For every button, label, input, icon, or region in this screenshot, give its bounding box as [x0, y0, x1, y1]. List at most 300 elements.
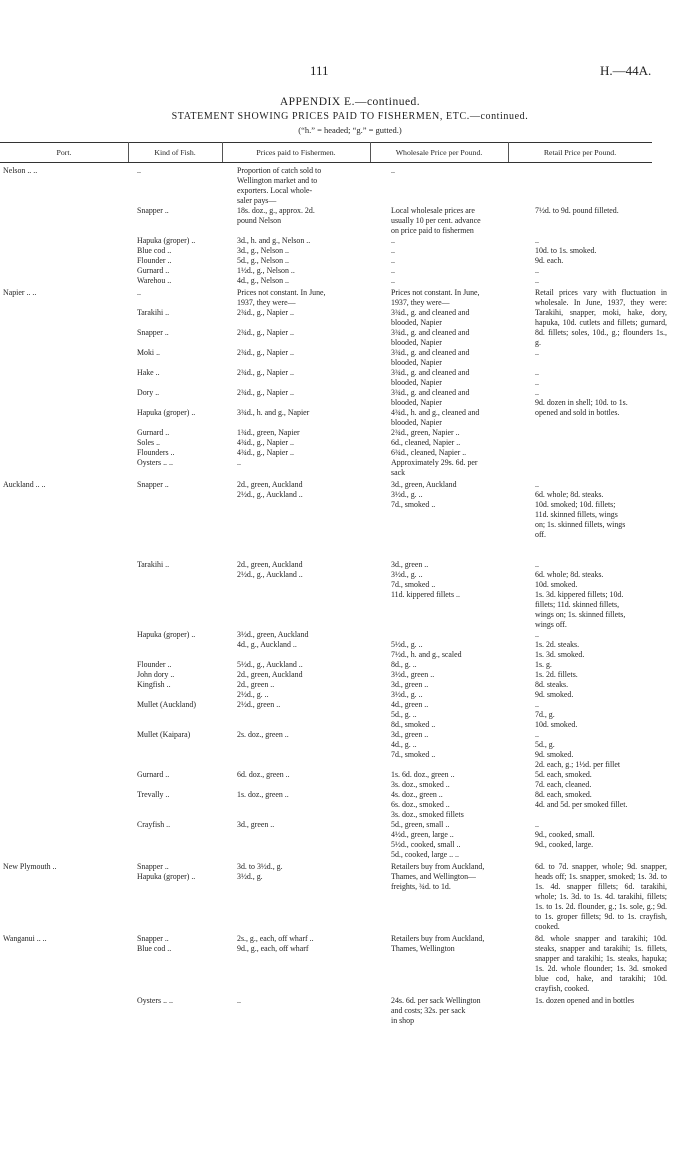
cell-line: 9d. dozen in shell; 10d. to 1s.: [535, 398, 628, 407]
cell-line: [391, 610, 529, 620]
cell-line: 2½d., g., Auckland ..: [237, 570, 303, 579]
cell-line: 2d. each, g.; 1½d. per fillet: [535, 760, 621, 769]
cell-line: Warehou ..: [137, 276, 172, 285]
cell-line: [391, 600, 529, 610]
cell-line: 3½d., g. ..: [391, 570, 423, 579]
cell-line: [137, 710, 231, 720]
cell-line: [535, 186, 667, 196]
header-kind-of-fish: Kind of Fish.: [154, 148, 196, 157]
cell-line: [137, 750, 231, 760]
retail-text: 6d. to 7d. snapper, whole; 9d. snapper, heads off; 1s. snapper, smoked; 1s. 3d. to 1s. 4d. snapper fillets; 6d. tarakihi, whole; 1s. 3d. to 1s. 4d. tarakihi, fillets; 1s. to 1s. 2d. flounder, g.; 1s. sole, g.; 9d. to 1s. groper fillets; 9d. to 1s. crayfish, cooked.: [535, 862, 667, 931]
cell-line: 7d., smoked ..: [391, 750, 436, 759]
cell-line: [137, 298, 231, 308]
cell-line: 18s. doz., g., approx. 2d.: [237, 206, 315, 215]
cell-line: ..: [535, 266, 539, 275]
cell-line: 1½d., g., Nelson ..: [237, 266, 295, 275]
cell-line: ..: [535, 388, 539, 397]
cell-line: blooded, Napier: [391, 398, 442, 407]
cell-line: ..: [535, 368, 539, 377]
fishermen-price-cell: [234, 934, 388, 996]
cell-line: 3d. to 3½d., g.: [237, 862, 283, 871]
cell-line: [391, 186, 529, 196]
cell-line: Thames, and Wellington—: [391, 872, 476, 881]
cell-line: Hapuka (groper) ..: [137, 408, 196, 417]
cell-line: [137, 530, 231, 540]
cell-line: 5d., g., Nelson ..: [237, 256, 289, 265]
cell-line: [137, 570, 231, 580]
cell-line: ..: [535, 820, 539, 829]
cell-line: Crayfish ..: [137, 820, 171, 829]
cell-line: [3, 996, 131, 1006]
cell-line: Oysters .. ..: [137, 996, 173, 1005]
cell-line: 3½d., g. ..: [391, 690, 423, 699]
fishermen-price-cell: [234, 996, 388, 1028]
fishermen-price-cell: [234, 480, 388, 862]
port-cell: [0, 862, 134, 934]
cell-line: 3½d., green, Auckland: [237, 630, 309, 639]
cell-line: ..: [237, 458, 241, 467]
header-port: Port.: [56, 148, 72, 157]
cell-line: [137, 176, 231, 186]
port-cell: [0, 288, 134, 480]
cell-line: 3¾d., g. and cleaned and: [391, 308, 470, 317]
cell-line: ..: [391, 276, 395, 285]
cell-line: 1s. g.: [535, 660, 552, 669]
cell-line: 2d., green, Auckland: [237, 560, 303, 569]
cell-line: [137, 540, 231, 550]
cell-line: [391, 540, 529, 550]
cell-line: [237, 318, 385, 328]
cell-line: New Plymouth ..: [3, 862, 57, 871]
cell-line: [237, 620, 385, 630]
cell-line: [237, 580, 385, 590]
cell-line: 3s. doz., smoked fillets: [391, 810, 464, 819]
cell-line: 5½d., g. ..: [391, 640, 423, 649]
cell-line: 5d., green, small ..: [391, 820, 450, 829]
cell-line: [237, 600, 385, 610]
fishermen-price-cell: [234, 166, 388, 288]
wholesale-price-cell: [388, 480, 532, 862]
cell-line: 9d., g., each, off wharf: [237, 944, 309, 953]
cell-line: 4¾d., h. and g., cleaned and: [391, 408, 480, 417]
cell-line: [137, 760, 231, 770]
cell-line: 3d., h. and g., Nelson ..: [237, 236, 311, 245]
cell-line: [237, 650, 385, 660]
cell-line: 3¾d., g. and cleaned and: [391, 388, 470, 397]
cell-line: Retailers buy from Auckland,: [391, 934, 485, 943]
cell-line: wings off.: [535, 620, 567, 629]
cell-line: 2¾d., g., Napier ..: [237, 368, 294, 377]
cell-line: 1¾d., green, Napier: [237, 428, 300, 437]
cell-line: saler pays—: [237, 196, 277, 205]
cell-line: 3d., g., Nelson ..: [237, 246, 289, 255]
cell-line: 3d., green, Auckland: [391, 480, 457, 489]
cell-line: 7½d. to 9d. pound filleted.: [535, 206, 619, 215]
cell-line: [237, 398, 385, 408]
cell-line: [237, 510, 385, 520]
cell-line: 6d., cleaned, Napier ..: [391, 438, 461, 447]
retail-price-cell: [532, 288, 670, 480]
cell-line: 2d., green, Auckland: [237, 670, 303, 679]
cell-line: 1937, they were—: [391, 298, 450, 307]
wholesale-price-cell: [388, 288, 532, 480]
cell-line: 9d. smoked.: [535, 690, 574, 699]
cell-line: 1s. dozen opened and in bottles: [535, 996, 635, 1005]
cell-line: ..: [535, 480, 539, 489]
cell-line: [535, 850, 667, 860]
cell-line: 6d. whole; 8d. steaks.: [535, 570, 604, 579]
cell-line: Kingfish ..: [137, 680, 171, 689]
cell-line: Mullet (Kaipara): [137, 730, 191, 739]
retail-text: Retail prices vary with fluctuation in wholesale. In June, 1937, they were: Tarakihi, snapper, moki, hake, dory, hapuka, 10d. cutlets and fillets; gurnard, 8d. fillets; soles, 10d., g.; flounders 1s., g.: [535, 288, 667, 347]
cell-line: 3¾d., g. and cleaned and: [391, 328, 470, 337]
cell-line: ..: [391, 236, 395, 245]
cell-line: [137, 620, 231, 630]
wholesale-price-cell: [388, 862, 532, 934]
cell-line: [137, 196, 231, 206]
cell-line: [237, 720, 385, 730]
cell-line: [535, 166, 667, 176]
port-cell: [0, 934, 134, 996]
cell-line: 9d. each.: [535, 256, 564, 265]
fish-cell: [134, 996, 234, 1028]
header-retail-price: Retail Price per Pound.: [543, 148, 617, 157]
table-row: [0, 862, 670, 934]
cell-line: Snapper ..: [137, 862, 169, 871]
port-cell: [0, 166, 134, 288]
port-cell: [0, 480, 134, 862]
cell-line: 4s. doz., green ..: [391, 790, 443, 799]
cell-line: Snapper ..: [137, 934, 169, 943]
cell-line: ..: [535, 236, 539, 245]
cell-line: 2¾d., g., Napier ..: [237, 308, 294, 317]
cell-line: 3¾d., h. and g., Napier: [237, 408, 310, 417]
cell-line: Tarakihi ..: [137, 560, 170, 569]
fish-cell: [134, 288, 234, 480]
cell-line: 4d., g., Auckland ..: [237, 640, 297, 649]
cell-line: 7½d., h. and g., scaled: [391, 650, 462, 659]
retail-text: 8d. whole snapper and tarakihi; 10d. steaks, snapper and tarakihi; 1s. fillets, snapper and tarakihi; 1s. steaks, hapuka; 1s. 2d. whole flounder; 1s. 3d. smoked blue cod, hake, and tarakihi; 10d. crayfish, cooked.: [535, 934, 667, 993]
cell-line: off.: [535, 530, 547, 539]
cell-line: 4d. and 5d. per smoked fillet.: [535, 800, 628, 809]
cell-line: blooded, Napier: [391, 318, 442, 327]
cell-line: Proportion of catch sold to: [237, 166, 322, 175]
cell-line: 5d., g. ..: [391, 710, 417, 719]
cell-line: ..: [535, 730, 539, 739]
cell-line: Wanganui .. ..: [3, 934, 47, 943]
table-row: [0, 166, 670, 288]
table-header-rule: [0, 162, 652, 163]
cell-line: [237, 610, 385, 620]
cell-line: [391, 630, 529, 640]
cell-line: Wellington market and to: [237, 176, 318, 185]
cell-line: exporters. Local whole-: [237, 186, 313, 195]
cell-line: Dory ..: [137, 388, 160, 397]
cell-line: Trevally ..: [137, 790, 170, 799]
cell-line: 8d., smoked ..: [391, 720, 436, 729]
cell-line: 3¾d., g. and cleaned and: [391, 348, 470, 357]
cell-line: [237, 418, 385, 428]
cell-line: [237, 830, 385, 840]
cell-line: [137, 378, 231, 388]
fish-cell: [134, 934, 234, 996]
cell-line: 2½d., green ..: [237, 700, 281, 709]
fish-cell: [134, 862, 234, 934]
cell-line: [391, 550, 529, 560]
cell-line: [137, 650, 231, 660]
wholesale-price-cell: [388, 996, 532, 1028]
cell-line: 2d., green ..: [237, 680, 275, 689]
table-row: [0, 288, 670, 480]
cell-line: [535, 216, 667, 226]
cell-line: Auckland .. ..: [3, 480, 46, 489]
cell-line: 2¾d., g., Napier ..: [237, 328, 294, 337]
cell-line: 4d., green ..: [391, 700, 429, 709]
cell-line: 5d., cooked, large .. ..: [391, 850, 460, 859]
fishermen-price-cell: [234, 288, 388, 480]
cell-line: Oysters .. ..: [137, 458, 173, 467]
table-row: [0, 480, 670, 862]
cell-line: opened and sold in bottles.: [535, 408, 620, 417]
cell-line: [137, 226, 231, 236]
cell-line: 2½d., g. ..: [237, 690, 269, 699]
cell-line: [137, 840, 231, 850]
cell-line: 3s. doz., smoked ..: [391, 780, 450, 789]
cell-line: 3d., green ..: [237, 820, 275, 829]
cell-line: Blue cod ..: [137, 944, 172, 953]
cell-line: 8d. each, smoked.: [535, 790, 592, 799]
cell-line: 1s. 2d. steaks.: [535, 640, 580, 649]
cell-line: blooded, Napier: [391, 358, 442, 367]
cell-line: [391, 176, 529, 186]
cell-line: [391, 530, 529, 540]
cell-line: [137, 690, 231, 700]
fishermen-price-cell: [234, 862, 388, 934]
cell-line: [237, 810, 385, 820]
cell-line: 8d., g. ..: [391, 660, 417, 669]
cell-line: [237, 530, 385, 540]
cell-line: [237, 520, 385, 530]
cell-line: 10d. smoked; 10d. fillets;: [535, 500, 616, 509]
cell-line: Hapuka (groper) ..: [137, 236, 196, 245]
cell-line: [535, 176, 667, 186]
cell-line: sack: [391, 468, 406, 477]
cell-line: John dory ..: [137, 670, 175, 679]
cell-line: ..: [535, 378, 539, 387]
cell-line: [137, 720, 231, 730]
cell-line: [137, 338, 231, 348]
cell-line: [237, 740, 385, 750]
fish-cell: [134, 480, 234, 862]
cell-line: [237, 540, 385, 550]
cell-line: ..: [391, 166, 395, 175]
cell-line: Thames, Wellington: [391, 944, 455, 953]
cell-line: ..: [391, 256, 395, 265]
cell-line: Tarakihi ..: [137, 308, 170, 317]
cell-line: Blue cod ..: [137, 246, 172, 255]
cell-line: [237, 750, 385, 760]
cell-line: ..: [137, 166, 141, 175]
cell-line: [391, 620, 529, 630]
cell-line: [137, 358, 231, 368]
cell-line: Flounders ..: [137, 448, 175, 457]
cell-line: 2½d., g., Auckland ..: [237, 490, 303, 499]
cell-line: 6¾d., cleaned, Napier ..: [391, 448, 467, 457]
abbreviation-note: (“h.” = headed; “g.” = gutted.): [298, 125, 402, 135]
cell-line: [137, 810, 231, 820]
cell-line: [137, 186, 231, 196]
cell-line: 6s. doz., smoked ..: [391, 800, 450, 809]
cell-line: [237, 358, 385, 368]
cell-line: [391, 520, 529, 530]
cell-line: and costs; 32s. per sack: [391, 1006, 466, 1015]
port-cell: [0, 996, 134, 1028]
cell-line: pound Nelson: [237, 216, 282, 225]
cell-line: ..: [535, 348, 539, 357]
cell-line: blooded, Napier: [391, 378, 442, 387]
cell-line: [237, 550, 385, 560]
retail-price-cell: [532, 934, 670, 996]
cell-line: 10d. smoked.: [535, 580, 578, 589]
cell-line: [237, 710, 385, 720]
cell-line: Local wholesale prices are: [391, 206, 475, 215]
cell-line: 5½d., cooked, small ..: [391, 840, 461, 849]
cell-line: [237, 590, 385, 600]
cell-line: 3½d., g.: [237, 872, 263, 881]
cell-line: 3d., green ..: [391, 560, 429, 569]
wholesale-price-cell: [388, 166, 532, 288]
cell-line: Retailers buy from Auckland,: [391, 862, 485, 871]
cell-line: Prices not constant. In June,: [391, 288, 480, 297]
fish-cell: [134, 166, 234, 288]
cell-line: 4¾d., g., Napier ..: [237, 438, 294, 447]
cell-line: [391, 760, 529, 770]
wholesale-price-cell: [388, 934, 532, 996]
cell-line: 3½d., green ..: [391, 670, 435, 679]
cell-line: 5d. each, smoked.: [535, 770, 592, 779]
cell-line: [137, 850, 231, 860]
cell-line: [137, 490, 231, 500]
cell-line: [137, 740, 231, 750]
cell-line: [137, 550, 231, 560]
cell-line: 1s. 2d. fillets.: [535, 670, 578, 679]
cell-line: [137, 600, 231, 610]
cell-line: 3¾d., g. and cleaned and: [391, 368, 470, 377]
cell-line: ..: [237, 996, 241, 1005]
header-prices-paid: Prices paid to Fishermen.: [256, 148, 336, 157]
cell-line: 9d., cooked, small.: [535, 830, 595, 839]
cell-line: 7d., smoked ..: [391, 580, 436, 589]
cell-line: 10d. to 1s. smoked.: [535, 246, 597, 255]
cell-line: 1s. doz., green ..: [237, 790, 289, 799]
cell-line: [137, 520, 231, 530]
cell-line: 4½d., green, large ..: [391, 830, 454, 839]
cell-line: [237, 760, 385, 770]
cell-line: [237, 800, 385, 810]
cell-line: 2s. doz., green ..: [237, 730, 289, 739]
cell-line: [137, 830, 231, 840]
cell-line: 1s. 6d. doz., green ..: [391, 770, 455, 779]
cell-line: Gurnard ..: [137, 770, 170, 779]
cell-line: [535, 226, 667, 236]
cell-line: 3d., green ..: [391, 730, 429, 739]
cell-line: Moki ..: [137, 348, 161, 357]
cell-line: [137, 590, 231, 600]
cell-line: fillets; 11d. skinned fillets,: [535, 600, 620, 609]
retail-price-cell: [532, 480, 670, 862]
cell-line: 7d. each, cleaned.: [535, 780, 592, 789]
prices-table: [0, 166, 670, 1028]
cell-line: 3½d., g. ..: [391, 490, 423, 499]
cell-line: 5d., g.: [535, 740, 555, 749]
cell-line: Nelson .. ..: [3, 166, 38, 175]
cell-line: [391, 196, 529, 206]
cell-line: 8d. steaks.: [535, 680, 569, 689]
cell-line: [535, 810, 667, 820]
cell-line: [391, 510, 529, 520]
cell-line: 11d. kippered fillets ..: [391, 590, 460, 599]
cell-line: [237, 840, 385, 850]
cell-line: Snapper ..: [137, 206, 169, 215]
cell-line: Snapper ..: [137, 328, 169, 337]
cell-line: Gurnard ..: [137, 266, 170, 275]
cell-line: [137, 318, 231, 328]
cell-line: [237, 780, 385, 790]
cell-line: 7d., smoked ..: [391, 500, 436, 509]
cell-line: [237, 338, 385, 348]
cell-line: 9d., cooked, large.: [535, 840, 594, 849]
cell-line: Gurnard ..: [137, 428, 170, 437]
cell-line: Soles ..: [137, 438, 161, 447]
cell-line: on price paid to fishermen: [391, 226, 474, 235]
cell-line: Approximately 29s. 6d. per: [391, 458, 478, 467]
cell-line: 1s. 3d. smoked.: [535, 650, 585, 659]
cell-line: blooded, Napier: [391, 418, 442, 427]
cell-line: Mullet (Auckland): [137, 700, 196, 709]
cell-line: ..: [535, 560, 539, 569]
cell-line: 2s., g., each, off wharf ..: [237, 934, 314, 943]
cell-line: 2¾d., g., Napier ..: [237, 348, 294, 357]
cell-line: [237, 226, 385, 236]
cell-line: Napier .. ..: [3, 288, 37, 297]
cell-line: Hapuka (groper) ..: [137, 872, 196, 881]
cell-line: 2¾d., green, Napier ..: [391, 428, 460, 437]
cell-line: 4d., g., Nelson ..: [237, 276, 289, 285]
header-wholesale-price: Wholesale Price per Pound.: [395, 148, 483, 157]
cell-line: ..: [137, 288, 141, 297]
cell-line: usually 10 per cent. advance: [391, 216, 481, 225]
table-row: [0, 934, 670, 996]
cell-line: Hapuka (groper) ..: [137, 630, 196, 639]
cell-line: [237, 850, 385, 860]
cell-line: blooded, Napier: [391, 338, 442, 347]
cell-line: freights, ¾d. to 1d.: [391, 882, 451, 891]
cell-line: ..: [535, 276, 539, 285]
cell-line: Snapper ..: [137, 480, 169, 489]
cell-line: ..: [535, 630, 539, 639]
cell-line: ..: [391, 246, 395, 255]
cell-line: in shop: [391, 1016, 415, 1025]
cell-line: ..: [391, 266, 395, 275]
cell-line: 7d., g.: [535, 710, 555, 719]
cell-line: [137, 510, 231, 520]
document-reference: H.—44A.: [600, 63, 652, 78]
cell-line: ..: [535, 700, 539, 709]
cell-line: [137, 216, 231, 226]
cell-line: [137, 800, 231, 810]
retail-price-cell: [532, 862, 670, 934]
cell-line: 6d. whole; 8d. steaks.: [535, 490, 604, 499]
